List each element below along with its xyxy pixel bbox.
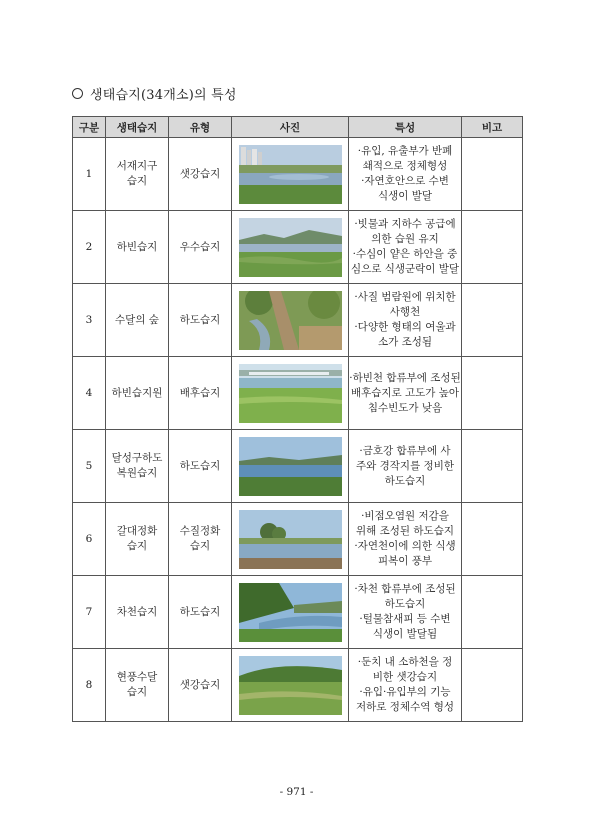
wetland-photo-8 — [239, 656, 342, 715]
page-number: - 971 - — [279, 786, 314, 798]
row-no: 4 — [73, 357, 106, 430]
circle-bullet-icon — [72, 88, 83, 99]
wetland-photo-4 — [239, 364, 342, 423]
row-feature: ·차천 합류부에 조성된 하도습지 ·털물참새피 등 수변 식생이 발달됨 — [349, 576, 462, 649]
row-feature: ·비점오염원 저감을 위해 조성된 하도습지 ·자연천이에 의한 식생 피복이 풍부 — [349, 503, 462, 576]
row-note — [462, 357, 523, 430]
header-photo: 사진 — [232, 117, 349, 138]
table-row — [73, 138, 523, 211]
wetland-photo-2 — [239, 218, 342, 277]
table-row — [73, 357, 523, 430]
row-name: 현풍수달 습지 — [106, 649, 169, 722]
row-feature: ·둔치 내 소하천을 정 비한 샛강습지 ·유입·유입부의 기능 저하로 정체수역 형성 — [349, 649, 462, 722]
row-type: 하도습지 — [169, 284, 232, 357]
row-name: 차천습지 — [106, 576, 169, 649]
row-name: 달성구하도 복원습지 — [106, 430, 169, 503]
row-no: 1 — [73, 138, 106, 211]
row-photo — [232, 576, 349, 649]
row-type: 샛강습지 — [169, 649, 232, 722]
row-type: 수질정화 습지 — [169, 503, 232, 576]
row-no: 7 — [73, 576, 106, 649]
row-photo — [232, 649, 349, 722]
wetland-photo-5 — [239, 437, 342, 496]
row-photo — [232, 138, 349, 211]
row-type: 샛강습지 — [169, 138, 232, 211]
row-name: 수달의 숲 — [106, 284, 169, 357]
row-note — [462, 430, 523, 503]
row-photo — [232, 211, 349, 284]
row-type: 하도습지 — [169, 576, 232, 649]
row-note — [462, 576, 523, 649]
table-row — [73, 284, 523, 357]
row-no: 3 — [73, 284, 106, 357]
row-note — [462, 211, 523, 284]
table-row — [73, 576, 523, 649]
row-type: 하도습지 — [169, 430, 232, 503]
row-name: 하빈습지 — [106, 211, 169, 284]
row-feature: ·사질 범람원에 위치한 사행천 ·다양한 형태의 여울과 소가 조성됨 — [349, 284, 462, 357]
section-heading — [72, 84, 237, 103]
row-name: 하빈습지원 — [106, 357, 169, 430]
row-feature: ·금호강 합류부에 사 주와 경작지를 정비한 하도습지 — [349, 430, 462, 503]
wetland-photo-1 — [239, 145, 342, 204]
row-note — [462, 284, 523, 357]
header-no: 구분 — [73, 117, 106, 138]
header-note: 비고 — [462, 117, 523, 138]
section-heading-text: 생태습지(34개소)의 특성 — [90, 88, 237, 103]
row-note — [462, 503, 523, 576]
row-type: 배후습지 — [169, 357, 232, 430]
wetland-photo-7 — [239, 583, 342, 642]
row-no: 5 — [73, 430, 106, 503]
header-name: 생태습지 — [106, 117, 169, 138]
table-row — [73, 503, 523, 576]
row-photo — [232, 503, 349, 576]
row-note — [462, 138, 523, 211]
row-name: 갈대정화 습지 — [106, 503, 169, 576]
row-type: 우수습지 — [169, 211, 232, 284]
table-row — [73, 211, 523, 284]
row-no: 6 — [73, 503, 106, 576]
table-header-row — [73, 117, 523, 138]
row-feature: ·유입, 유출부가 반폐 쇄적으로 정체형성 ·자연호안으로 수변 식생이 발달 — [349, 138, 462, 211]
row-feature: ·빗물과 지하수 공급에 의한 습원 유지 ·수심이 얕은 하안을 중 심으로 식생군락이 발달 — [349, 211, 462, 284]
row-no: 2 — [73, 211, 106, 284]
row-feature: ·하빈천 합류부에 조성된 배후습지로 고도가 높아 침수빈도가 낮음 — [349, 357, 462, 430]
header-feature: 특성 — [349, 117, 462, 138]
row-name: 서재지구 습지 — [106, 138, 169, 211]
row-photo — [232, 430, 349, 503]
wetland-photo-3 — [239, 291, 342, 350]
header-type: 유형 — [169, 117, 232, 138]
row-photo — [232, 284, 349, 357]
wetland-photo-6 — [239, 510, 342, 569]
table-row — [73, 649, 523, 722]
row-no: 8 — [73, 649, 106, 722]
row-note — [462, 649, 523, 722]
row-photo — [232, 357, 349, 430]
table-row — [73, 430, 523, 503]
wetland-table — [72, 116, 523, 722]
